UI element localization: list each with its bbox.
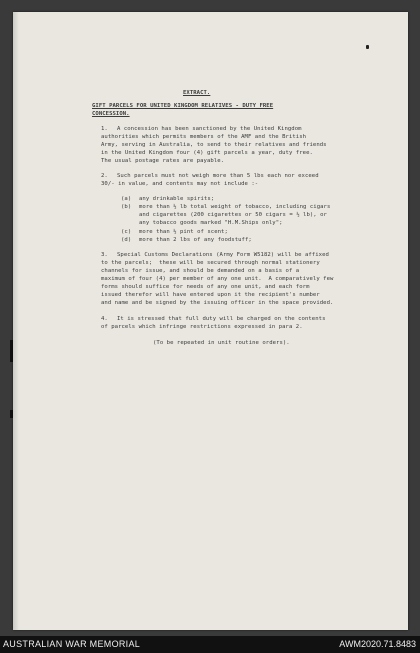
list-item-label: (a) xyxy=(121,196,132,202)
para-line: Army, serving in Australia, to send to their relatives and friends xyxy=(101,142,327,148)
para-line: The usual postage rates are payable. xyxy=(101,158,225,164)
para-line: issued therefor will have entered upon it the recipient's number xyxy=(101,292,320,298)
document-heading: EXTRACT. xyxy=(183,90,211,96)
list-item-label: (d) xyxy=(121,237,132,243)
list-item-text: and cigarettes (200 cigarettes or 50 cigars = ½ lb), or xyxy=(139,212,327,218)
para-line: Special Customs Declarations (Army Form W5182) will be affixed xyxy=(117,252,329,258)
para-line: maximum of four (4) per member of any one unit. A comparatively few xyxy=(101,276,334,282)
para-line: forms should suffice for needs of any one unit, and each form xyxy=(101,284,310,290)
document-subheading-continued: CONCESSION. xyxy=(92,111,130,117)
list-item-label: (b) xyxy=(121,204,132,210)
list-item-text: more than ½ pint of scent; xyxy=(139,229,228,235)
list-item-text: more than ½ lb total weight of tobacco, including cigars xyxy=(139,204,331,210)
footer-bar xyxy=(0,636,420,653)
para-line: and name and be signed by the issuing officer in the space provided. xyxy=(101,300,334,306)
para-line: authorities which permits members of the AMF and the British xyxy=(101,134,307,140)
document-subheading: GIFT PARCELS FOR UNITED KINGDOM RELATIVES - DUTY FREE xyxy=(92,103,274,109)
accession-number: AWM2020.71.8483 xyxy=(339,639,416,649)
list-item-text: any drinkable spirits; xyxy=(139,196,215,202)
document-body xyxy=(13,12,408,630)
para-line: to the parcels; these will be secured through normal stationery xyxy=(101,260,320,266)
institution-name: AUSTRALIAN WAR MEMORIAL xyxy=(3,639,141,649)
para-line: Such parcels must not weigh more than 5 lbs each nor exceed xyxy=(117,173,319,179)
list-item-label: (c) xyxy=(121,229,132,235)
para-line: 30/- in value, and contents may not include :- xyxy=(101,181,259,187)
para-number: 1. xyxy=(101,126,108,132)
para-line: in the United Kingdom four (4) gift parcels a year, duty free. xyxy=(101,150,313,156)
list-item-text: any tobacco goods marked "H.M.Ships only"; xyxy=(139,220,283,226)
para-number: 3. xyxy=(101,252,108,258)
para-line: It is stressed that full duty will be charged on the contents xyxy=(117,316,326,322)
para-line: A concession has been sanctioned by the United Kingdom xyxy=(117,126,302,132)
para-number: 4. xyxy=(101,316,108,322)
closing-note: (To be repeated in unit routine orders). xyxy=(153,340,290,346)
para-line: channels for issue, and should be demanded on a basis of a xyxy=(101,268,300,274)
document-page xyxy=(13,12,408,630)
para-line: of parcels which infringe restrictions expressed in para 2. xyxy=(101,324,303,330)
para-number: 2. xyxy=(101,173,108,179)
list-item-text: more than 2 lbs of any foodstuff; xyxy=(139,237,252,243)
